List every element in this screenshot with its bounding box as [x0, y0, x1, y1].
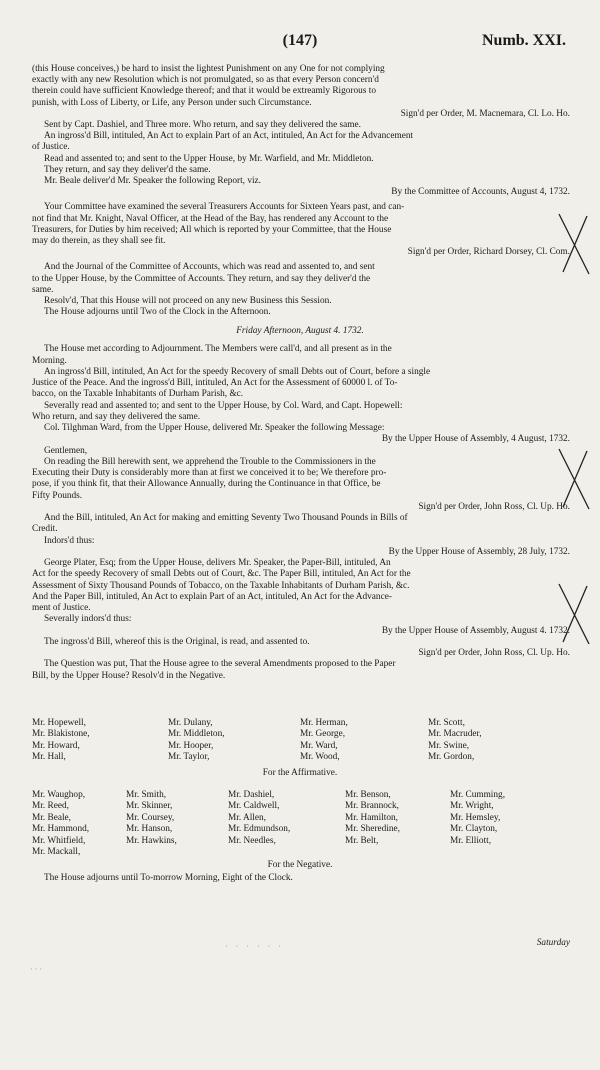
negative-col-1: Mr. Waughop, Mr. Reed, Mr. Beale, Mr. Hammond, Mr. Whitfield, Mr. Mackall, [32, 790, 90, 858]
text-line: Sign'd per Order, Richard Dorsey, Cl. Com. [407, 247, 570, 258]
afternoon-heading: Friday Afternoon, August 4. 1732. [236, 326, 364, 337]
text-line: may do therein, as they shall see fit. [32, 236, 166, 246]
text-line: Severally indors'd thus: [44, 614, 132, 625]
text-line: Credit. [32, 524, 58, 535]
text-line: The House adjourns until Two of the Clock in the Afternoon. [44, 307, 271, 318]
text-line: Resolv'd, That this House will not proceed on any new Business this Session. [44, 296, 332, 306]
margin-cross-mark-3 [555, 580, 595, 650]
text-line: George Plater, Esq; from the Upper House, delivers Mr. Speaker, the Paper-Bill, intituled, An [44, 558, 391, 569]
page-number: (147) [282, 32, 318, 49]
text-line: Your Committee have examined the several Treasurers Accounts for Sixteen Years past, and can- [44, 202, 405, 213]
text-line: By the Upper House of Assembly, August 4. 1732. [381, 625, 570, 636]
affirmative-col-2: Mr. Dulany, Mr. Middleton, Mr. Hooper, Mr. Taylor, [168, 718, 225, 763]
text-line: Col. Tilghman Ward, from the Upper House, delivered Mr. Speaker the following Message: [44, 423, 385, 434]
text-line: The Question was put, That the House agree to the several Amendments proposed to the Paper [44, 659, 396, 670]
negative-col-2: Mr. Smith, Mr. Skinner, Mr. Coursey, Mr. Hanson, Mr. Hawkins, [126, 790, 177, 846]
text-line: of Justice. [32, 142, 70, 153]
text-line: bacco, on the Taxable Inhabitants of Durham Parish, &c. [32, 389, 244, 400]
text-line: punish, with Loss of Liberty, or Life, any Person under such Circumstance. [32, 97, 312, 108]
text-line: Executing their Duty is considerably more than at first we conceived it to be; We therefore pro- [32, 468, 387, 479]
text-line: therein could have sufficient Knowledge thereof; and that it would be extreamly Rigorous to [32, 86, 376, 97]
text-line: Gentlemen, [44, 445, 88, 456]
text-line: The ingross'd Bill, whereof this is the Original, is read, and assented to. [44, 636, 310, 647]
text-line: pose, if you think fit, that their Allowance Annually, during the Continuance in that Office, be [32, 479, 381, 490]
text-line: And the Bill, intituled, An Act for making and emitting Seventy Two Thousand Pounds in Bills of [44, 513, 408, 524]
text-line: Sign'd per Order, John Ross, Cl. Up. Ho. [418, 648, 570, 659]
text-line: Bill, by the Upper House? Resolv'd in the Negative. [32, 670, 226, 681]
text-line: Sign'd per Order, M. Macnemara, Cl. Lo. Ho. [400, 108, 570, 119]
text-line: An ingross'd Bill, intituled, An Act to explain Part of an Act, intituled, An Act for the Advancement [44, 131, 414, 142]
text-line: An ingross'd Bill, intituled, An Act for the speedy Recovery of small Debts out of Court, before a single [44, 366, 431, 377]
text-line: Mr. Beale deliver'd Mr. Speaker the following Report, viz. [44, 176, 262, 186]
text-line: Act for the speedy Recovery of small Debts out of Court, &c. The Paper Bill, intituled, An Act for the [32, 569, 411, 580]
closing-line: The House adjourns until To-morrow Morning, Eight of the Clock. [44, 873, 293, 883]
text-line: The House met according to Adjournment. The Members were call'd, and all present as in the [44, 344, 392, 355]
margin-cross-mark-2 [555, 445, 595, 515]
text-line: Sign'd per Order, John Ross, Cl. Up. Ho. [418, 501, 570, 512]
margin-cross-mark-1 [555, 210, 595, 280]
text-line: Severally read and assented to; and sent to the Upper House, by Col. Ward, and Capt. Hopewell: [44, 400, 403, 411]
issue-number: Numb. XXI. [481, 32, 566, 49]
text-line: to the Upper House, by the Committee of Accounts. They return, and say they deliver'd the [32, 273, 371, 284]
faded-ink-mark-2: · · · [30, 965, 42, 974]
text-line: (this House conceives,) be hard to insist the lightest Punishment on any One for not complying [32, 64, 385, 74]
text-line: By the Upper House of Assembly, 28 July, 1732. [388, 546, 570, 557]
text-line: Read and assented to; and sent to the Upper House, by Mr. Warfield, and Mr. Middleton. [44, 153, 374, 164]
catchword: Saturday [536, 938, 570, 948]
text-line: same. [32, 284, 54, 295]
text-line: Indors'd thus: [44, 535, 95, 546]
text-line: not find that Mr. Knight, Naval Officer, at the Head of the Bay, has rendered any Account to the [32, 213, 389, 224]
text-line: ment of Justice. [32, 603, 91, 614]
text-line: And the Paper Bill, intituled, An Act to explain Part of an Act, intituled, An Act for the Advance- [32, 591, 392, 602]
text-line: Treasurers, for Duties by him received; All which is reported by your Committee, that the House [32, 224, 392, 235]
text-line: And the Journal of the Committee of Accounts, which was read and assented to, and sent [44, 262, 375, 273]
text-line: Justice of the Peace. And the ingross'd Bill, intituled, An Act for the Assessment of 60000 l. of To- [32, 378, 398, 389]
affirmative-col-4: Mr. Scott, Mr. Macruder, Mr. Swine, Mr. Gordon, [428, 718, 482, 763]
text-line: Fifty Pounds. [32, 490, 83, 501]
text-line: Who return, and say they delivered the same. [32, 411, 201, 422]
text-line: Assessment of Sixty Thousand Pounds of Tobacco, on the Taxable Inhabitants of Durham Parish, &c. [32, 580, 410, 591]
negative-col-5: Mr. Cumming, Mr. Wright, Mr. Hemsley, Mr. Clayton, Mr. Elliott, [450, 790, 506, 846]
text-line: They return, and say they deliver'd the same. [44, 164, 211, 175]
text-line: By the Upper House of Assembly, 4 August, 1732. [381, 434, 570, 445]
negative-col-3: Mr. Dashiel, Mr. Caldwell, Mr. Allen, Mr. Edmundson, Mr. Needles, [228, 790, 291, 846]
text-line: Morning. [32, 355, 67, 366]
negative-col-4: Mr. Benson, Mr. Brannock, Mr. Hamilton, Mr. Sheredine, Mr. Belt, [345, 790, 400, 846]
faded-ink-mark: · · · · · · [225, 942, 284, 951]
negative-label: For the Negative. [267, 860, 333, 870]
affirmative-col-3: Mr. Herman, Mr. George, Mr. Ward, Mr. Wood, [300, 718, 348, 763]
text-line: exactly with any new Resolution which is not promulgated, so as that every Person concern'd [32, 75, 379, 86]
text-line: By the Committee of Accounts, August 4, 1732. [391, 187, 570, 198]
affirmative-label: For the Affirmative. [262, 768, 338, 778]
text-line: Sent by Capt. Dashiel, and Three more. Who return, and say they delivered the same. [44, 120, 361, 130]
text-line: On reading the Bill herewith sent, we apprehend the Trouble to the Commissioners in the [44, 456, 376, 467]
affirmative-col-1: Mr. Hopewell, Mr. Blakistone, Mr. Howard, Mr. Hall, [32, 718, 90, 763]
